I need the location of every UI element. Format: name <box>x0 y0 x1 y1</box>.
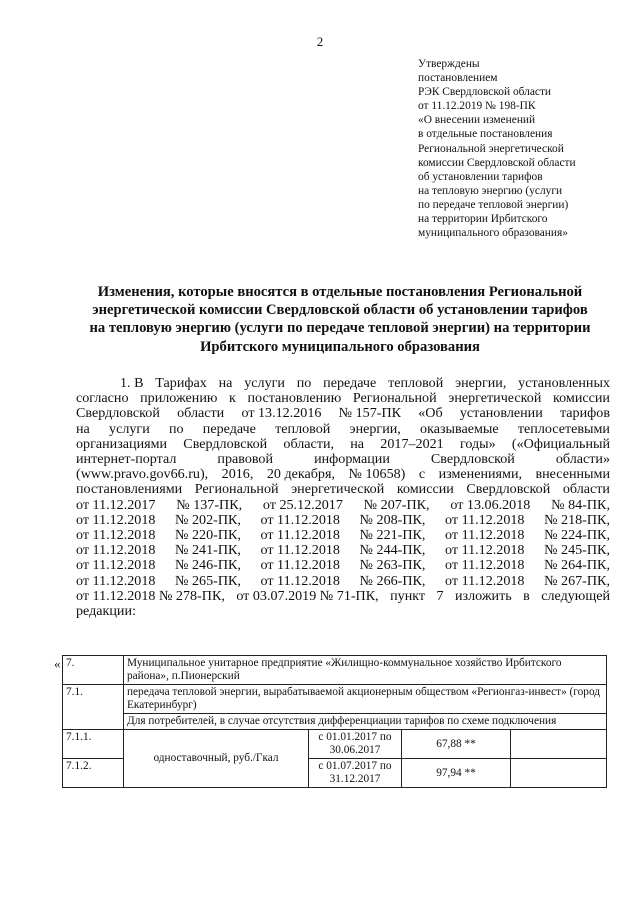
consumer-group: Для потребителей, в случае отсутствия дифференциации тарифов по схеме подключения <box>124 714 607 730</box>
body-word: информации <box>314 451 390 468</box>
table-row <box>63 714 607 730</box>
body-word: Свердловской <box>430 451 515 468</box>
body-word: изменениями, <box>438 466 523 483</box>
empty-cell <box>511 759 607 788</box>
body-word: постановлениями <box>76 481 183 498</box>
body-word: № 224-ПК, <box>544 527 610 544</box>
body-word: от 11.12.2018 <box>445 527 525 544</box>
body-line <box>76 604 610 619</box>
service-description: передача тепловой энергии, вырабатываемой акционерным обществом «Регионгаз-инвест» (город Екатеринбург) <box>124 685 607 714</box>
body-line <box>76 376 610 391</box>
body-word: от 25.12.2017 <box>262 496 343 513</box>
approval-line: комиссии Свердловской области <box>418 156 576 169</box>
body-word: комиссии <box>396 481 454 498</box>
body-word: с <box>418 466 426 483</box>
empty-cell <box>511 730 607 759</box>
body-word: согласно <box>76 390 129 407</box>
body-word: № 208-ПК, <box>359 511 426 528</box>
body-word: к <box>229 390 236 407</box>
approval-line: по передаче тепловой энергии) <box>418 198 569 211</box>
body-word: энергетической <box>448 390 542 407</box>
tariff-table <box>62 655 607 788</box>
body-word: Свердловской <box>183 435 268 452</box>
body-line <box>76 574 610 589</box>
body-word: организациями <box>76 435 168 452</box>
body-word: годы» <box>459 435 496 452</box>
body-word: внесенными <box>535 466 610 483</box>
body-word: № 266-ПК, <box>359 572 426 589</box>
title-line: на тепловую энергию (услуги по передаче тепловой энергии) на территории <box>89 320 591 337</box>
body-word: оказываемые <box>420 420 499 437</box>
body-word: № 244-ПК, <box>359 542 426 559</box>
row-number: 7.1.1. <box>63 730 124 759</box>
approval-line: Региональной энергетической <box>418 142 564 155</box>
body-word: № 267-ПК, <box>544 572 610 589</box>
approval-block <box>418 57 618 240</box>
body-line <box>76 406 610 421</box>
body-word: услуги <box>109 420 150 437</box>
body-word: области, <box>283 435 335 452</box>
body-word: № 265-ПК, <box>175 572 241 589</box>
body-word: от 11.12.2018 <box>445 542 525 559</box>
approval-line: «О внесении изменений <box>418 114 536 127</box>
organization-name: Муниципальное унитарное предприятие «Жилищно-коммунальное хозяйство Ирбитского района», п.Пионерский <box>124 656 607 685</box>
period-cell: с 01.07.2017 по 31.12.2017 <box>309 759 402 788</box>
body-word: от 13.06.2018 <box>450 496 531 513</box>
body-word: от 11.12.2018 <box>260 572 340 589</box>
body-word: Тарифах <box>155 375 207 391</box>
body-line <box>76 482 610 497</box>
title-line: Изменения, которые вносятся в отдельные постановления Региональной <box>97 284 583 300</box>
body-word: на <box>76 420 90 437</box>
body-word: от 11.12.2018 <box>260 542 340 559</box>
body-word: от 11.12.2017 <box>76 496 156 513</box>
body-word: от 11.12.2018 <box>76 572 156 589</box>
body-line <box>76 391 610 406</box>
body-word: установленных <box>518 375 610 391</box>
body-line <box>76 589 610 604</box>
body-word: 7 <box>436 587 444 604</box>
body-word: тепловой <box>275 420 331 437</box>
body-word: от 11.12.2018 <box>260 527 340 544</box>
body-word: 2016, <box>221 466 254 483</box>
page-number: 2 <box>316 34 324 49</box>
body-word: № 207-ПК, <box>363 496 430 513</box>
body-paragraph <box>76 376 610 619</box>
body-line <box>76 498 610 513</box>
body-word: от 11.12.2018 <box>76 511 156 528</box>
body-word: № 10658) <box>348 466 406 483</box>
tariff-value: 97,94 ** <box>402 759 511 788</box>
body-word: (www.pravo.gov66.ru), <box>76 466 209 483</box>
body-word: изложить <box>454 587 512 604</box>
row-number: 7.1.2. <box>63 759 124 788</box>
period-cell: с 01.01.2017 по 30.06.2017 <box>309 730 402 759</box>
body-word: 2017–2021 <box>380 435 444 452</box>
body-word: от 11.12.2018 <box>260 511 340 528</box>
table-row <box>63 656 607 685</box>
approval-line: муниципального образования» <box>418 227 568 240</box>
title-line: энергетической комиссии Свердловской области об установлении тарифов <box>92 302 588 319</box>
body-word: от 11.12.2018 <box>76 527 156 544</box>
body-word: постановлению <box>247 390 342 407</box>
opening-quote: « <box>54 656 61 671</box>
body-word: № 245-ПК, <box>544 542 610 559</box>
body-word: установлении <box>459 405 543 422</box>
body-word: № 220-ПК, <box>175 527 241 544</box>
body-word: области <box>562 481 610 498</box>
body-word: передаче <box>323 375 377 391</box>
body-word: 20 декабря, <box>266 466 335 483</box>
row-number: 7. <box>63 656 124 685</box>
body-line <box>76 558 610 573</box>
body-word: энергетической <box>291 481 385 498</box>
body-word: следующей <box>541 587 610 604</box>
approval-line: Утверждены <box>418 58 480 70</box>
rate-type: одноставочный, руб./Гкал <box>124 730 309 788</box>
approval-line: на территории Ирбитского <box>418 213 548 226</box>
body-word: от 11.12.2018 <box>76 557 156 574</box>
body-line <box>76 422 610 437</box>
approval-line: постановлением <box>418 72 498 85</box>
body-word: № 246-ПК, <box>175 557 241 574</box>
body-word: приложению <box>140 390 218 407</box>
body-word: от 13.12.2016 <box>241 405 322 422</box>
body-word: от 11.12.2018 <box>445 572 525 589</box>
body-word: теплосетевыми <box>517 420 610 437</box>
body-word: тарифов <box>559 405 610 422</box>
body-word: от 11.12.2018 <box>260 557 340 574</box>
body-word: правовой <box>217 451 274 468</box>
body-word: на <box>218 375 233 391</box>
body-word: 1. В <box>120 375 144 391</box>
body-word: тепловой <box>388 375 444 391</box>
document-title <box>70 283 610 356</box>
approval-line: на тепловую энергию (услуги <box>418 184 563 197</box>
body-word: № 137-ПК, <box>176 496 243 513</box>
body-word: по <box>168 420 184 437</box>
body-word: «Об <box>418 405 443 422</box>
body-word: услуги <box>244 375 285 391</box>
body-word: области» <box>555 451 610 468</box>
body-line <box>76 437 610 452</box>
body-word: («Официальный <box>511 435 610 452</box>
body-word: Региональной <box>352 390 437 407</box>
row-number: 7.1. <box>63 685 124 730</box>
body-word: области <box>177 405 225 422</box>
body-word: по <box>296 375 312 391</box>
body-word: в <box>523 587 530 604</box>
body-word: № 221-ПК, <box>359 527 426 544</box>
body-line <box>76 467 610 482</box>
body-word: Свердловской <box>466 481 551 498</box>
title-line: Ирбитского муниципального образования <box>200 338 480 355</box>
body-word: Свердловской <box>76 405 160 422</box>
body-line <box>76 543 610 558</box>
body-word: от 03.07.2019 № 71-ПК, <box>236 587 379 604</box>
body-word: № 202-ПК, <box>175 511 241 528</box>
body-word: пункт <box>390 587 426 604</box>
approval-line: в отдельные постановления <box>418 128 553 141</box>
body-word: № 84-ПК, <box>551 496 610 513</box>
body-line <box>76 513 610 528</box>
body-word: редакции: <box>76 603 136 620</box>
body-line <box>76 528 610 543</box>
body-word: энергии, <box>349 420 401 437</box>
body-word: энергии, <box>455 375 507 391</box>
table-row <box>63 685 607 714</box>
body-word: № 157-ПК <box>338 405 402 422</box>
body-word: № 218-ПК, <box>544 511 610 528</box>
body-word: на <box>350 435 365 452</box>
body-word: от 11.12.2018 <box>76 542 156 559</box>
body-word: от 11.12.2018 № 278-ПК, <box>76 587 225 604</box>
body-word: № 241-ПК, <box>175 542 241 559</box>
body-word: от 11.12.2018 <box>445 511 525 528</box>
body-line <box>76 452 610 467</box>
body-word: передаче <box>202 420 256 437</box>
body-word: комиссии <box>553 390 610 407</box>
approval-line: от 11.12.2019 № 198-ПК <box>418 100 536 113</box>
tariff-value: 67,88 ** <box>402 730 511 759</box>
approval-line: об установлении тарифов <box>418 170 543 183</box>
body-word: от 11.12.2018 <box>445 557 525 574</box>
body-word: Региональной <box>194 481 279 498</box>
body-word: интернет-портал <box>76 451 177 468</box>
approval-line: РЭК Свердловской области <box>418 86 552 99</box>
body-word: № 263-ПК, <box>359 557 426 574</box>
table-row <box>63 730 607 759</box>
body-word: № 264-ПК, <box>544 557 610 574</box>
